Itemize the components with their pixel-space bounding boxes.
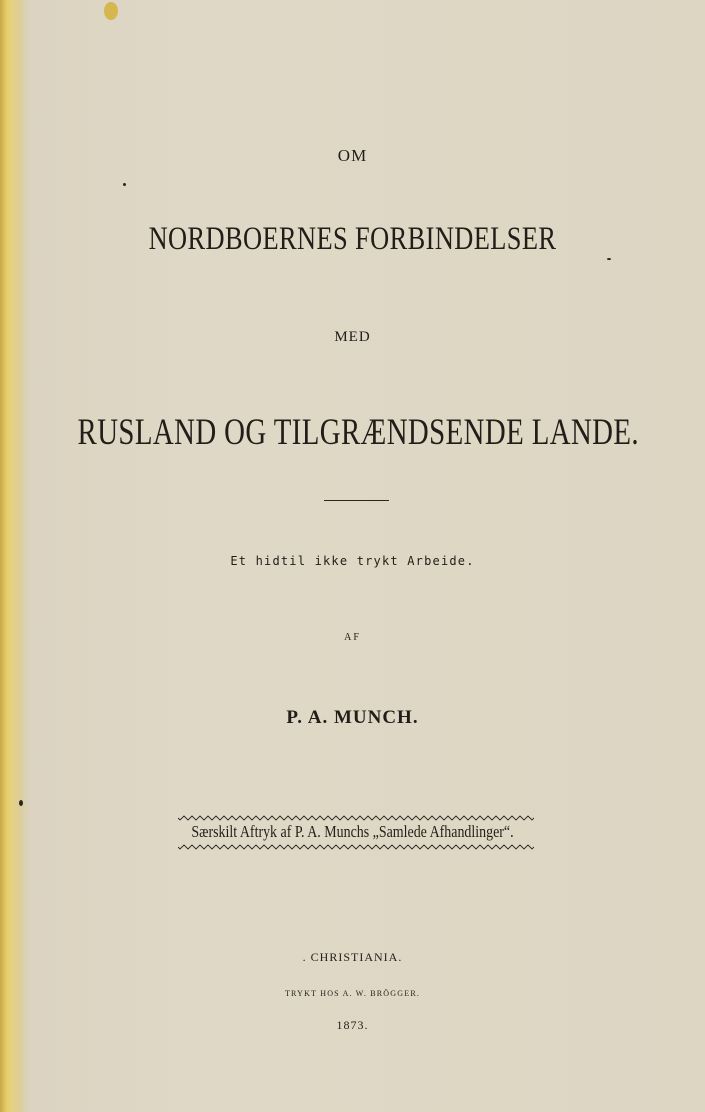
subtitle: Et hidtil ikke trykt Arbeide. xyxy=(230,554,475,568)
author-name: P. A. MUNCH. xyxy=(286,707,419,728)
med-word: MED xyxy=(334,329,371,345)
ink-speck xyxy=(607,258,611,260)
af-word: AF xyxy=(344,632,361,643)
ornamental-wave-top xyxy=(178,815,534,821)
title-line-1: NORDBOERNES FORBINDELSER xyxy=(148,221,557,257)
ornamental-wave-bottom xyxy=(178,844,534,850)
place-of-publication: . CHRISTIANIA. xyxy=(302,950,403,964)
ink-speck xyxy=(19,800,23,806)
paper-stain xyxy=(104,2,118,20)
reprint-note: Særskilt Aftryk af P. A. Munchs „Samlede Afhandlinger“. xyxy=(191,822,514,841)
title-divider xyxy=(324,500,389,501)
ink-speck xyxy=(123,183,126,186)
publication-year: 1873. xyxy=(336,1018,369,1032)
printer-line: TRYKT HOS A. W. BRÖGGER. xyxy=(284,989,421,998)
title-line-2: RUSLAND OG TILGRÆNDSENDE LANDE. xyxy=(77,412,640,453)
om-word: OM xyxy=(337,146,368,165)
